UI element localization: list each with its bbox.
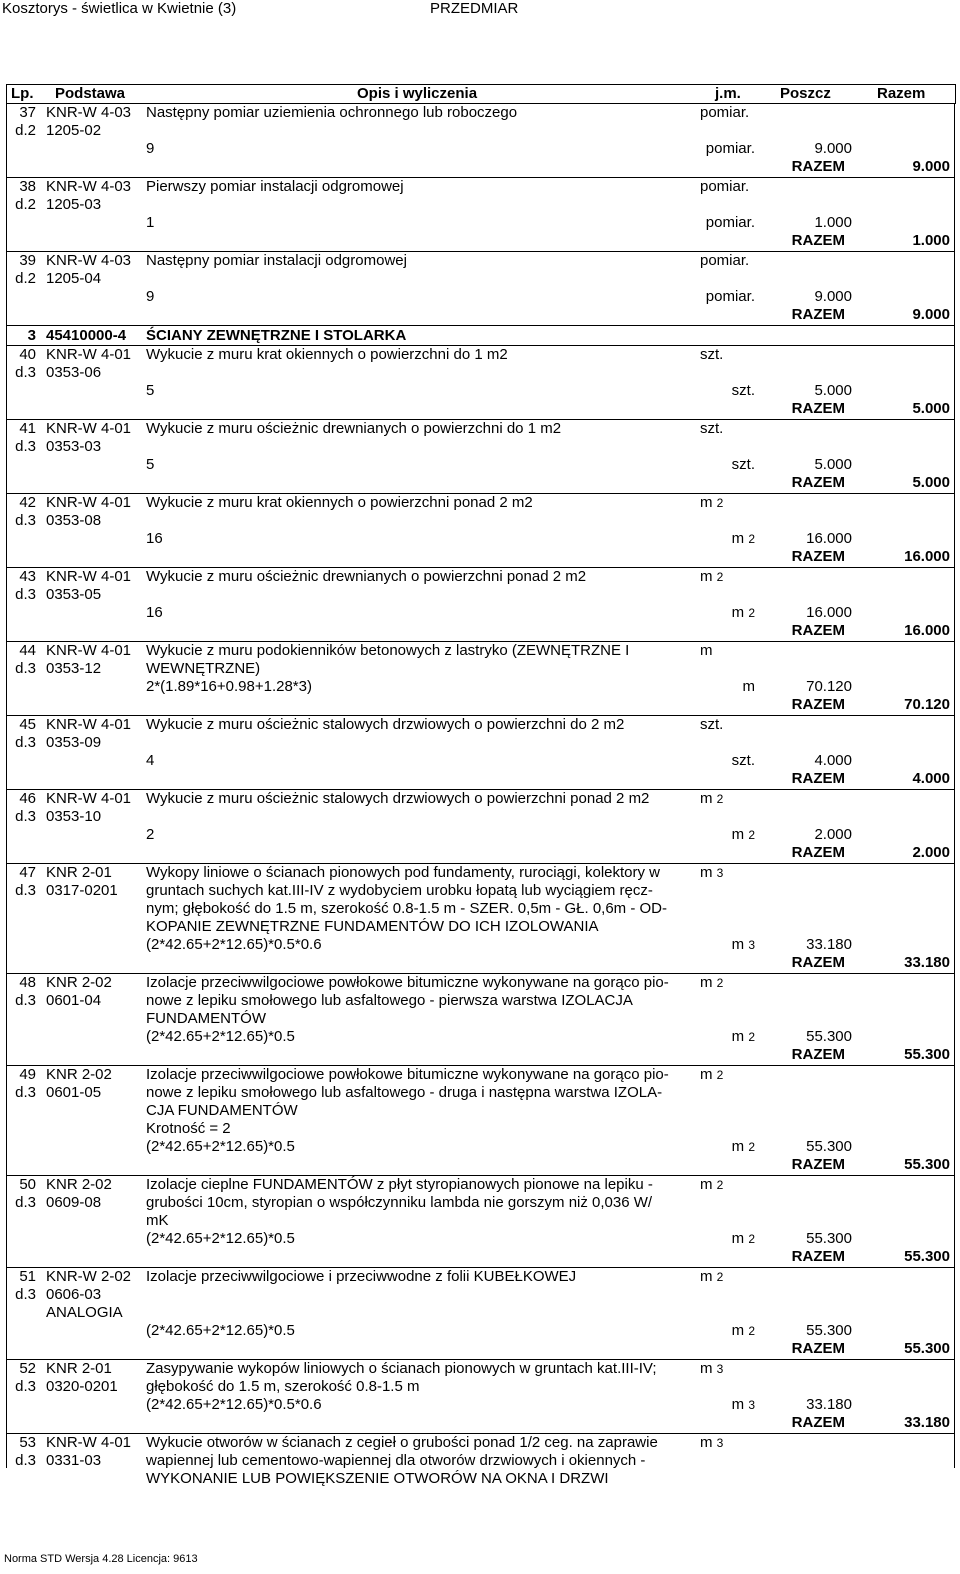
item-basis: 0320-0201 xyxy=(46,1378,118,1395)
item-basis: KNR-W 4-03 xyxy=(46,178,132,195)
item-number: 37 xyxy=(19,104,36,121)
item-prefix: d.3 xyxy=(15,364,36,381)
item-subtotal: 70.120 xyxy=(806,678,852,695)
item-unit: m 2 xyxy=(700,974,724,991)
item-total: 4.000 xyxy=(912,770,950,787)
item-description: głębokość do 1.5 m, szerokość 0.8-1.5 m xyxy=(146,1378,420,1395)
item-unit: m xyxy=(700,642,713,659)
item-unit: m 3 xyxy=(700,1434,724,1451)
item-calculation: (2*42.65+2*12.65)*0.5 xyxy=(146,1138,295,1155)
item-basis: KNR 2-01 xyxy=(46,864,112,881)
item-total: 1.000 xyxy=(912,232,950,249)
item-total: 33.180 xyxy=(904,1414,950,1431)
item-subtotal: 2.000 xyxy=(814,826,852,843)
column-divider xyxy=(6,104,7,1468)
item-description: nym; głębokość do 1.5 m, szerokość 0.8-1.5 m - SZER. 0,5m - GŁ. 0,6m - OD- xyxy=(146,900,668,917)
item-subtotal: 55.300 xyxy=(806,1138,852,1155)
item-prefix: d.2 xyxy=(15,196,36,213)
item-description: Izolacje przeciwwilgociowe powłokowe bitumiczne wykonywane na gorąco pio- xyxy=(146,974,669,991)
item-calc-unit: m 3 xyxy=(731,936,755,953)
item-description: Zasypywanie wykopów liniowych o ścianach pionowych w gruntach kat.III-IV; xyxy=(146,1360,657,1377)
item-prefix: d.3 xyxy=(15,1452,36,1469)
item-total: 9.000 xyxy=(912,158,950,175)
item-total: 16.000 xyxy=(904,622,950,639)
total-label: RAZEM xyxy=(791,954,845,971)
item-calculation: 4 xyxy=(146,752,155,769)
item-description: nowe z lepiku smołowego lub asfaltowego - druga i następna warstwa IZOLA- xyxy=(146,1084,663,1101)
total-label: RAZEM xyxy=(791,1414,845,1431)
item-subtotal: 16.000 xyxy=(806,604,852,621)
document-title: Kosztorys - świetlica w Kwietnie (3) xyxy=(2,0,237,17)
item-description: Izolacje przeciwwilgociowe powłokowe bitumiczne wykonywane na gorąco pio- xyxy=(146,1066,669,1083)
item-description: FUNDAMENTÓW xyxy=(146,1010,266,1027)
item-calculation: 2*(1.89*16+0.98+1.28*3) xyxy=(146,678,312,695)
total-label: RAZEM xyxy=(791,1340,845,1357)
item-unit: szt. xyxy=(700,420,724,437)
item-number: 53 xyxy=(19,1434,36,1451)
item-description: Wykucie z muru ościeżnic drewnianych o powierzchni ponad 2 m2 xyxy=(146,568,587,585)
item-unit: m 2 xyxy=(700,1176,724,1193)
item-unit: m 2 xyxy=(700,1066,724,1083)
item-basis: 0353-06 xyxy=(46,364,102,381)
item-calculation: (2*42.65+2*12.65)*0.5 xyxy=(146,1230,295,1247)
item-basis: KNR-W 4-03 xyxy=(46,252,132,269)
item-basis: 1205-04 xyxy=(46,270,102,287)
item-basis: KNR-W 2-02 xyxy=(46,1268,132,1285)
item-prefix: d.3 xyxy=(15,1194,36,1211)
item-calc-unit: szt. xyxy=(731,382,755,399)
item-calculation: (2*42.65+2*12.65)*0.5 xyxy=(146,1322,295,1339)
item-total: 2.000 xyxy=(912,844,950,861)
item-unit: m 2 xyxy=(700,568,724,585)
item-basis: 0353-05 xyxy=(46,586,102,603)
item-number: 44 xyxy=(19,642,36,659)
total-label: RAZEM xyxy=(791,696,845,713)
section-code: 45410000-4 xyxy=(46,327,127,344)
item-calculation: 2 xyxy=(146,826,155,843)
total-label: RAZEM xyxy=(791,232,845,249)
item-basis: KNR-W 4-01 xyxy=(46,642,132,659)
item-total: 55.300 xyxy=(904,1340,950,1357)
item-total: 5.000 xyxy=(912,400,950,417)
item-prefix: d.2 xyxy=(15,270,36,287)
item-calc-unit: m 3 xyxy=(731,1396,755,1413)
item-prefix: d.3 xyxy=(15,1378,36,1395)
total-label: RAZEM xyxy=(791,1046,845,1063)
item-calculation: 9 xyxy=(146,288,155,305)
col-razem: Razem xyxy=(877,85,926,102)
total-label: RAZEM xyxy=(791,400,845,417)
item-basis: KNR 2-02 xyxy=(46,1176,112,1193)
item-description: Wykopy liniowe o ścianach pionowych pod fundamenty, rurociągi, kolektory w xyxy=(146,864,661,881)
item-description: Izolacje przeciwwilgociowe i przeciwwodne z folii KUBEŁKOWEJ xyxy=(146,1268,577,1285)
item-total: 33.180 xyxy=(904,954,950,971)
total-label: RAZEM xyxy=(791,844,845,861)
item-description: grubości 10cm, styropian o współczynniku lambda nie gorszym niż 0,036 W/ xyxy=(146,1194,653,1211)
item-prefix: d.3 xyxy=(15,438,36,455)
item-calc-unit: pomiar. xyxy=(705,140,755,157)
item-total: 5.000 xyxy=(912,474,950,491)
item-basis: KNR-W 4-01 xyxy=(46,420,132,437)
total-label: RAZEM xyxy=(791,306,845,323)
item-description: WEWNĘTRZNE) xyxy=(146,660,261,677)
item-calculation: (2*42.65+2*12.65)*0.5*0.6 xyxy=(146,1396,322,1413)
item-description: Pierwszy pomiar instalacji odgromowej xyxy=(146,178,404,195)
item-subtotal: 4.000 xyxy=(814,752,852,769)
col-lp: Lp. xyxy=(11,85,34,102)
total-label: RAZEM xyxy=(791,1248,845,1265)
item-basis: KNR-W 4-01 xyxy=(46,716,132,733)
item-calc-unit: m 2 xyxy=(731,1322,755,1339)
item-calc-unit: pomiar. xyxy=(705,288,755,305)
item-prefix: d.3 xyxy=(15,734,36,751)
document-type: PRZEDMIAR xyxy=(430,0,519,17)
item-basis: 0317-0201 xyxy=(46,882,118,899)
item-basis: KNR-W 4-01 xyxy=(46,1434,132,1451)
item-prefix: d.3 xyxy=(15,882,36,899)
item-number: 45 xyxy=(19,716,36,733)
col-poszcz: Poszcz xyxy=(780,85,831,102)
section-title: ŚCIANY ZEWNĘTRZNE I STOLARKA xyxy=(146,327,407,344)
item-prefix: d.3 xyxy=(15,586,36,603)
item-calc-unit: m 2 xyxy=(731,1138,755,1155)
item-calculation: 16 xyxy=(146,604,163,621)
item-number: 43 xyxy=(19,568,36,585)
item-subtotal: 33.180 xyxy=(806,936,852,953)
item-total: 55.300 xyxy=(904,1046,950,1063)
col-opis: Opis i wyliczenia xyxy=(357,85,478,102)
item-subtotal: 16.000 xyxy=(806,530,852,547)
item-number: 49 xyxy=(19,1066,36,1083)
item-description: WYKONANIE LUB POWIĘKSZENIE OTWORÓW NA OKNA I DRZWI xyxy=(146,1470,609,1487)
item-basis: KNR 2-02 xyxy=(46,1066,112,1083)
total-label: RAZEM xyxy=(791,158,845,175)
item-subtotal: 5.000 xyxy=(814,382,852,399)
item-total: 16.000 xyxy=(904,548,950,565)
item-calculation: 5 xyxy=(146,456,155,473)
item-calculation: 5 xyxy=(146,382,155,399)
item-prefix: d.3 xyxy=(15,660,36,677)
item-subtotal: 55.300 xyxy=(806,1028,852,1045)
item-basis: KNR-W 4-01 xyxy=(46,346,132,363)
row-divider xyxy=(6,325,954,326)
item-calc-unit: szt. xyxy=(731,456,755,473)
item-description: Wykucie z muru krat okiennych o powierzchni do 1 m2 xyxy=(146,346,508,363)
item-basis: 0601-05 xyxy=(46,1084,102,1101)
item-unit: szt. xyxy=(700,346,724,363)
item-unit: m 2 xyxy=(700,790,724,807)
footer-license: Norma STD Wersja 4.28 Licencja: 9613 xyxy=(4,1553,198,1565)
item-calc-unit: m 2 xyxy=(731,604,755,621)
item-description: KOPANIE ZEWNĘTRZNE FUNDAMENTÓW DO ICH IZOLOWANIA xyxy=(146,918,599,935)
section-number: 3 xyxy=(27,327,36,344)
total-label: RAZEM xyxy=(791,474,845,491)
item-calc-unit: pomiar. xyxy=(705,214,755,231)
item-basis: 0353-10 xyxy=(46,808,102,825)
col-jm: j.m. xyxy=(715,85,741,102)
item-description: Izolacje cieplne FUNDAMENTÓW z płyt styropianowych pionowe na lepiku - xyxy=(146,1176,653,1193)
item-prefix: d.3 xyxy=(15,992,36,1009)
item-unit: m 2 xyxy=(700,1268,724,1285)
item-description: Wykucie z muru ościeżnic stalowych drzwiowych o powierzchni do 2 m2 xyxy=(146,716,625,733)
item-description: Wykucie z muru ościeżnic stalowych drzwiowych o powierzchni ponad 2 m2 xyxy=(146,790,650,807)
item-calculation: (2*42.65+2*12.65)*0.5*0.6 xyxy=(146,936,322,953)
item-calculation: 9 xyxy=(146,140,155,157)
item-basis: 0606-03 xyxy=(46,1286,102,1303)
item-unit: m 3 xyxy=(700,1360,724,1377)
item-prefix: d.3 xyxy=(15,1084,36,1101)
item-description: mK xyxy=(146,1212,169,1229)
column-divider xyxy=(954,104,955,1468)
item-description: Krotność = 2 xyxy=(146,1120,231,1137)
item-basis: 1205-02 xyxy=(46,122,102,139)
item-subtotal: 5.000 xyxy=(814,456,852,473)
item-description: Wykucie z muru krat okiennych o powierzchni ponad 2 m2 xyxy=(146,494,533,511)
item-calculation: 1 xyxy=(146,214,155,231)
item-subtotal: 33.180 xyxy=(806,1396,852,1413)
total-label: RAZEM xyxy=(791,548,845,565)
total-label: RAZEM xyxy=(791,1156,845,1173)
item-number: 48 xyxy=(19,974,36,991)
item-number: 52 xyxy=(19,1360,36,1377)
item-basis: 0353-08 xyxy=(46,512,102,529)
item-basis: 0353-09 xyxy=(46,734,102,751)
item-calc-unit: m 2 xyxy=(731,826,755,843)
item-total: 55.300 xyxy=(904,1248,950,1265)
item-number: 46 xyxy=(19,790,36,807)
item-description: Wykucie z muru ościeżnic drewnianych o powierzchni do 1 m2 xyxy=(146,420,562,437)
item-prefix: d.3 xyxy=(15,1286,36,1303)
item-subtotal: 55.300 xyxy=(806,1230,852,1247)
item-subtotal: 1.000 xyxy=(814,214,852,231)
item-subtotal: 55.300 xyxy=(806,1322,852,1339)
item-prefix: d.3 xyxy=(15,808,36,825)
item-calc-unit: m 2 xyxy=(731,1230,755,1247)
item-total: 9.000 xyxy=(912,306,950,323)
item-number: 40 xyxy=(19,346,36,363)
item-basis: KNR-W 4-03 xyxy=(46,104,132,121)
item-number: 47 xyxy=(19,864,36,881)
item-total: 55.300 xyxy=(904,1156,950,1173)
item-basis: KNR-W 4-01 xyxy=(46,790,132,807)
item-number: 38 xyxy=(19,178,36,195)
item-calc-unit: szt. xyxy=(731,752,755,769)
item-description: gruntach suchych kat.III-IV z wydobyciem urobku łopatą lub wyciągiem ręcz- xyxy=(146,882,653,899)
item-unit: szt. xyxy=(700,716,724,733)
item-description: wapiennej lub cementowo-wapiennej dla otworów drzwiowych i okiennych - xyxy=(146,1452,646,1469)
item-subtotal: 9.000 xyxy=(814,140,852,157)
item-prefix: d.2 xyxy=(15,122,36,139)
item-basis: KNR 2-01 xyxy=(46,1360,112,1377)
item-basis: 0331-03 xyxy=(46,1452,102,1469)
item-calc-unit: m 2 xyxy=(731,530,755,547)
item-number: 42 xyxy=(19,494,36,511)
total-label: RAZEM xyxy=(791,622,845,639)
item-number: 50 xyxy=(19,1176,36,1193)
item-total: 70.120 xyxy=(904,696,950,713)
item-unit: pomiar. xyxy=(700,178,750,195)
item-basis: ANALOGIA xyxy=(46,1304,123,1321)
item-calc-unit: m xyxy=(742,678,755,695)
item-description: nowe z lepiku smołowego lub asfaltowego - pierwsza warstwa IZOLACJA xyxy=(146,992,633,1009)
column-header-row xyxy=(6,84,956,104)
item-unit: pomiar. xyxy=(700,104,750,121)
item-basis: 0609-08 xyxy=(46,1194,102,1211)
item-basis: 0353-03 xyxy=(46,438,102,455)
total-label: RAZEM xyxy=(791,770,845,787)
item-description: CJA FUNDAMENTÓW xyxy=(146,1102,298,1119)
item-number: 41 xyxy=(19,420,36,437)
item-prefix: d.3 xyxy=(15,512,36,529)
item-basis: 0601-04 xyxy=(46,992,102,1009)
item-description: Wykucie otworów w ścianach z cegieł o grubości ponad 1/2 ceg. na zaprawie xyxy=(146,1434,658,1451)
item-description: Następny pomiar instalacji odgromowej xyxy=(146,252,407,269)
item-number: 51 xyxy=(19,1268,36,1285)
item-calculation: (2*42.65+2*12.65)*0.5 xyxy=(146,1028,295,1045)
item-unit: m 3 xyxy=(700,864,724,881)
item-calculation: 16 xyxy=(146,530,163,547)
item-basis: KNR 2-02 xyxy=(46,974,112,991)
col-podstawa: Podstawa xyxy=(55,85,126,102)
item-basis: KNR-W 4-01 xyxy=(46,568,132,585)
item-unit: pomiar. xyxy=(700,252,750,269)
item-basis: KNR-W 4-01 xyxy=(46,494,132,511)
item-number: 39 xyxy=(19,252,36,269)
item-basis: 1205-03 xyxy=(46,196,102,213)
item-subtotal: 9.000 xyxy=(814,288,852,305)
item-basis: 0353-12 xyxy=(46,660,102,677)
item-unit: m 2 xyxy=(700,494,724,511)
item-description: Następny pomiar uziemienia ochronnego lub roboczego xyxy=(146,104,518,121)
item-description: Wykucie z muru podokienników betonowych z lastryko (ZEWNĘTRZNE I xyxy=(146,642,630,659)
item-calc-unit: m 2 xyxy=(731,1028,755,1045)
